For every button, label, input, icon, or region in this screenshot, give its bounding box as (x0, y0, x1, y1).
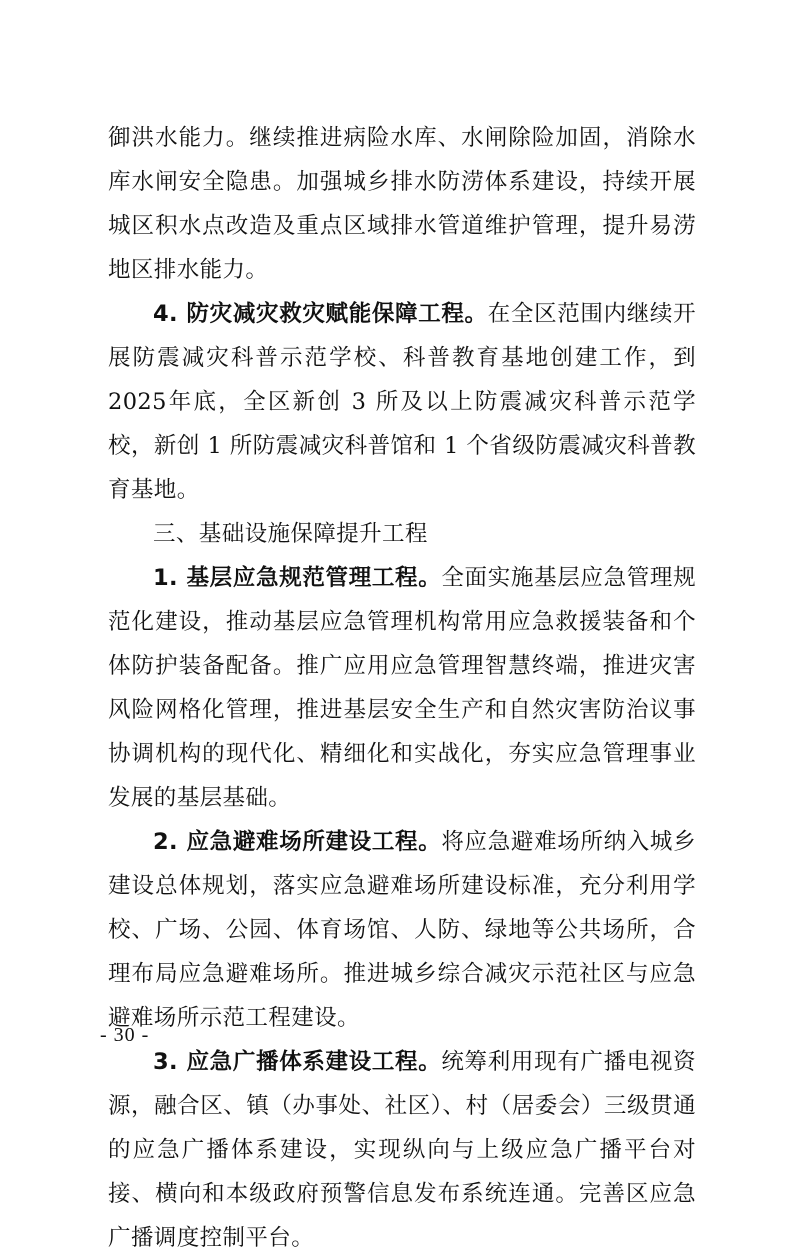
paragraph-emergency-broadcast (108, 1040, 696, 1260)
paragraph-grassroots-emergency (108, 556, 696, 820)
paragraph-flood-control (108, 116, 696, 292)
page-number: - 30 - (100, 1024, 150, 1046)
paragraph-text: 全面实施基层应急管理规范化建设，推动基层应急管理机构常用应急救援装备和个体防护装备配备。推广应用应急管理智慧终端，推进灾害风险网格化管理，推进基层安全生产和自然灾害防治议事协调机构的现代化、精细化和实战化，夯实应急管理事业发展的基层基础。 (108, 565, 696, 811)
paragraph-lead: 2. 应急避难场所建设工程。 (153, 829, 442, 855)
paragraph-text: 将应急避难场所纳入城乡建设总体规划，落实应急避难场所建设标准，充分利用学校、广场、公园、体育场馆、人防、绿地等公共场所，合理布局应急避难场所。推进城乡综合减灾示范社区与应急避难场所示范工程建设。 (108, 829, 696, 1031)
body-text (108, 116, 696, 1260)
paragraph-text: 在全区范围内继续开展防震减灾科普示范学校、科普教育基地创建工作，到2025年底，全区新创 3 所及以上防震减灾科普示范学校，新创 1 所防震减灾科普馆和 1 个省级防震减灾科普教育基地。 (108, 301, 696, 503)
paragraph-lead: 3. 应急广播体系建设工程。 (153, 1049, 442, 1075)
paragraph-lead: 1. 基层应急规范管理工程。 (153, 565, 442, 591)
paragraph-lead: 4. 防灾减灾救灾赋能保障工程。 (153, 301, 488, 327)
paragraph-shelter-construction (108, 820, 696, 1040)
paragraph-text: 统筹利用现有广播电视资源，融合区、镇（办事处、社区）、村（居委会）三级贯通的应急广播体系建设，实现纵向与上级应急广播平台对接、横向和本级政府预警信息发布系统连通。完善区应急广播调度控制平台。 (108, 1049, 696, 1251)
paragraph-text: 御洪水能力。继续推进病险水库、水闸除险加固，消除水库水闸安全隐患。加强城乡排水防涝体系建设，持续开展城区积水点改造及重点区域排水管道维护管理，提升易涝地区排水能力。 (108, 125, 696, 283)
section-heading: 三、基础设施保障提升工程 (153, 521, 428, 547)
paragraph-disaster-prevention (108, 292, 696, 512)
